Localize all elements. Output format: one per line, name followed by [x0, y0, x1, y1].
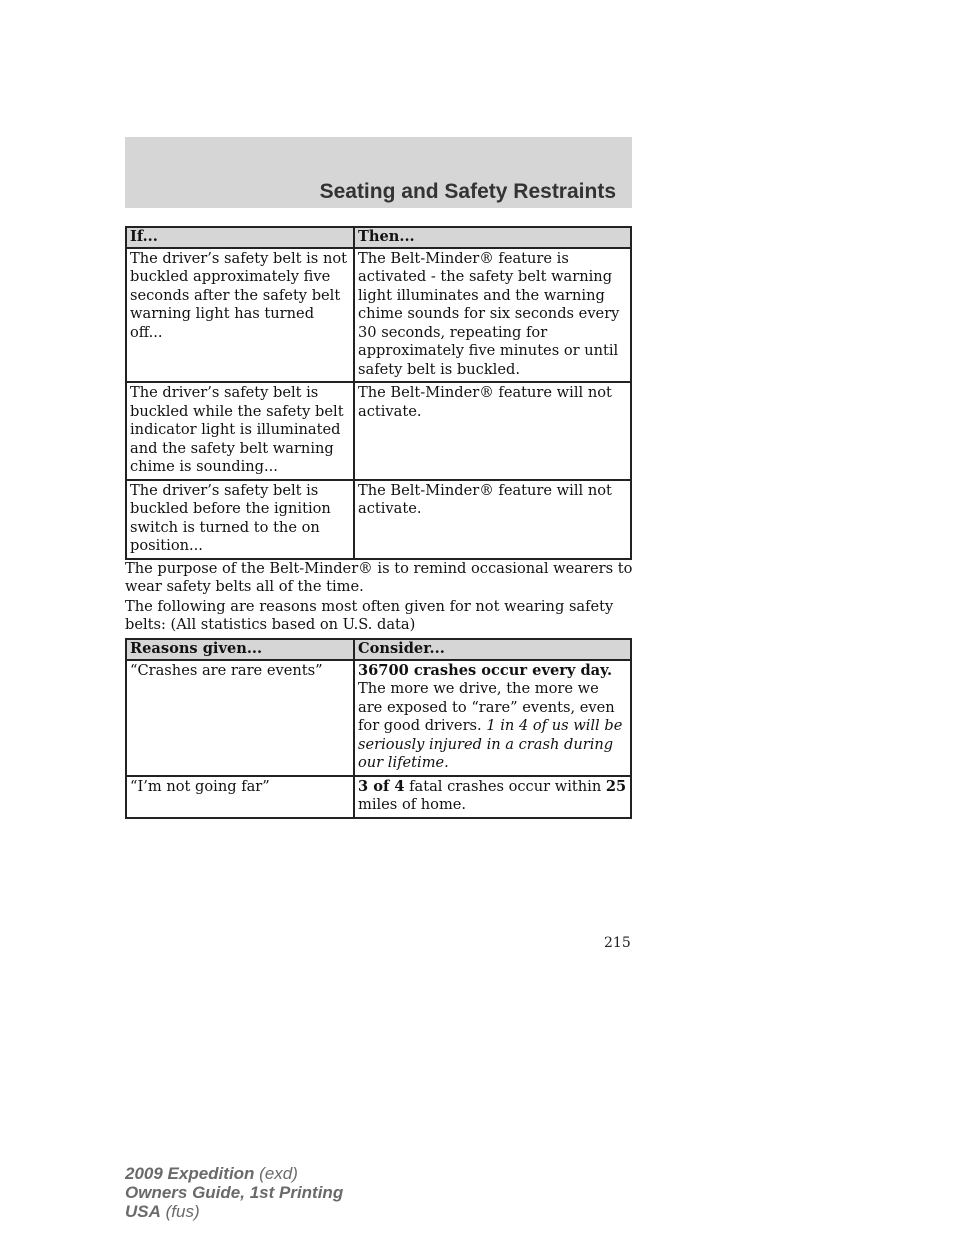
consider-text: The more we drive, the more we are exposed to “rare” events, even for good drivers.	[358, 680, 615, 734]
column-header-if: If...	[126, 227, 354, 248]
reason-cell: “Crashes are rare events”	[126, 660, 354, 776]
consider-cell	[354, 776, 631, 818]
consider-text: fatal crashes occur within	[404, 777, 606, 795]
footer-market-code: (fus)	[160, 1202, 200, 1221]
table-row	[126, 382, 631, 480]
table-row	[126, 480, 631, 559]
section-title: Seating and Safety Restraints	[319, 180, 616, 203]
column-header-reasons: Reasons given...	[126, 639, 354, 660]
result-cell: The Belt-Minder® feature will not activate.	[354, 382, 631, 480]
page-number: 215	[604, 935, 631, 951]
reasons-table	[125, 638, 632, 819]
consider-cell	[354, 660, 631, 776]
result-cell: The Belt-Minder® feature is activated - the safety belt warning light illuminates and the warning chime sounds for six seconds every 30 seconds, repeating for approximately five minutes or until safety belt is buckled.	[354, 248, 631, 383]
consider-bold: 36700 crashes occur every day.	[358, 661, 613, 679]
condition-cell: The driver’s safety belt is buckled before the ignition switch is turned to the on position...	[126, 480, 354, 559]
table-row	[126, 248, 631, 383]
section-header-band	[125, 137, 632, 208]
purpose-paragraph: The purpose of the Belt-Minder® is to remind occasional wearers to wear safety belts all of the time.	[125, 560, 633, 595]
consider-italic: 1 in 4 of us will be seriously injured in a crash during our lifetime.	[358, 717, 623, 771]
footer-line-2: Owners Guide, 1st Printing	[125, 1183, 344, 1202]
consider-bold: 3 of 4	[358, 777, 405, 795]
footer-market: USA	[125, 1202, 161, 1221]
table-header-row	[126, 639, 631, 660]
reasons-intro-paragraph: The following are reasons most often given for not wearing safety belts: (All statistics based on U.S. data)	[125, 598, 614, 633]
footer-model-code: (exd)	[254, 1164, 298, 1183]
table-header-row	[126, 227, 631, 248]
table-row	[126, 660, 631, 776]
footer-line-1	[125, 1164, 343, 1183]
column-header-then: Then...	[354, 227, 631, 248]
consider-text-end: miles of home.	[358, 796, 467, 813]
condition-cell: The driver’s safety belt is buckled while the safety belt indicator light is illuminated and the safety belt warning chime is sounding...	[126, 382, 354, 480]
print-footer	[125, 1164, 343, 1221]
belt-minder-table	[125, 226, 632, 560]
result-cell: The Belt-Minder® feature will not activate.	[354, 480, 631, 559]
condition-cell: The driver’s safety belt is not buckled approximately five seconds after the safety belt warning light has turned off...	[126, 248, 354, 383]
reason-cell: “I’m not going far”	[126, 776, 354, 818]
table-row	[126, 776, 631, 818]
footer-line-3	[125, 1202, 343, 1221]
column-header-consider: Consider...	[354, 639, 631, 660]
footer-model: 2009 Expedition	[125, 1164, 255, 1183]
consider-bold-distance: 25	[605, 777, 627, 795]
